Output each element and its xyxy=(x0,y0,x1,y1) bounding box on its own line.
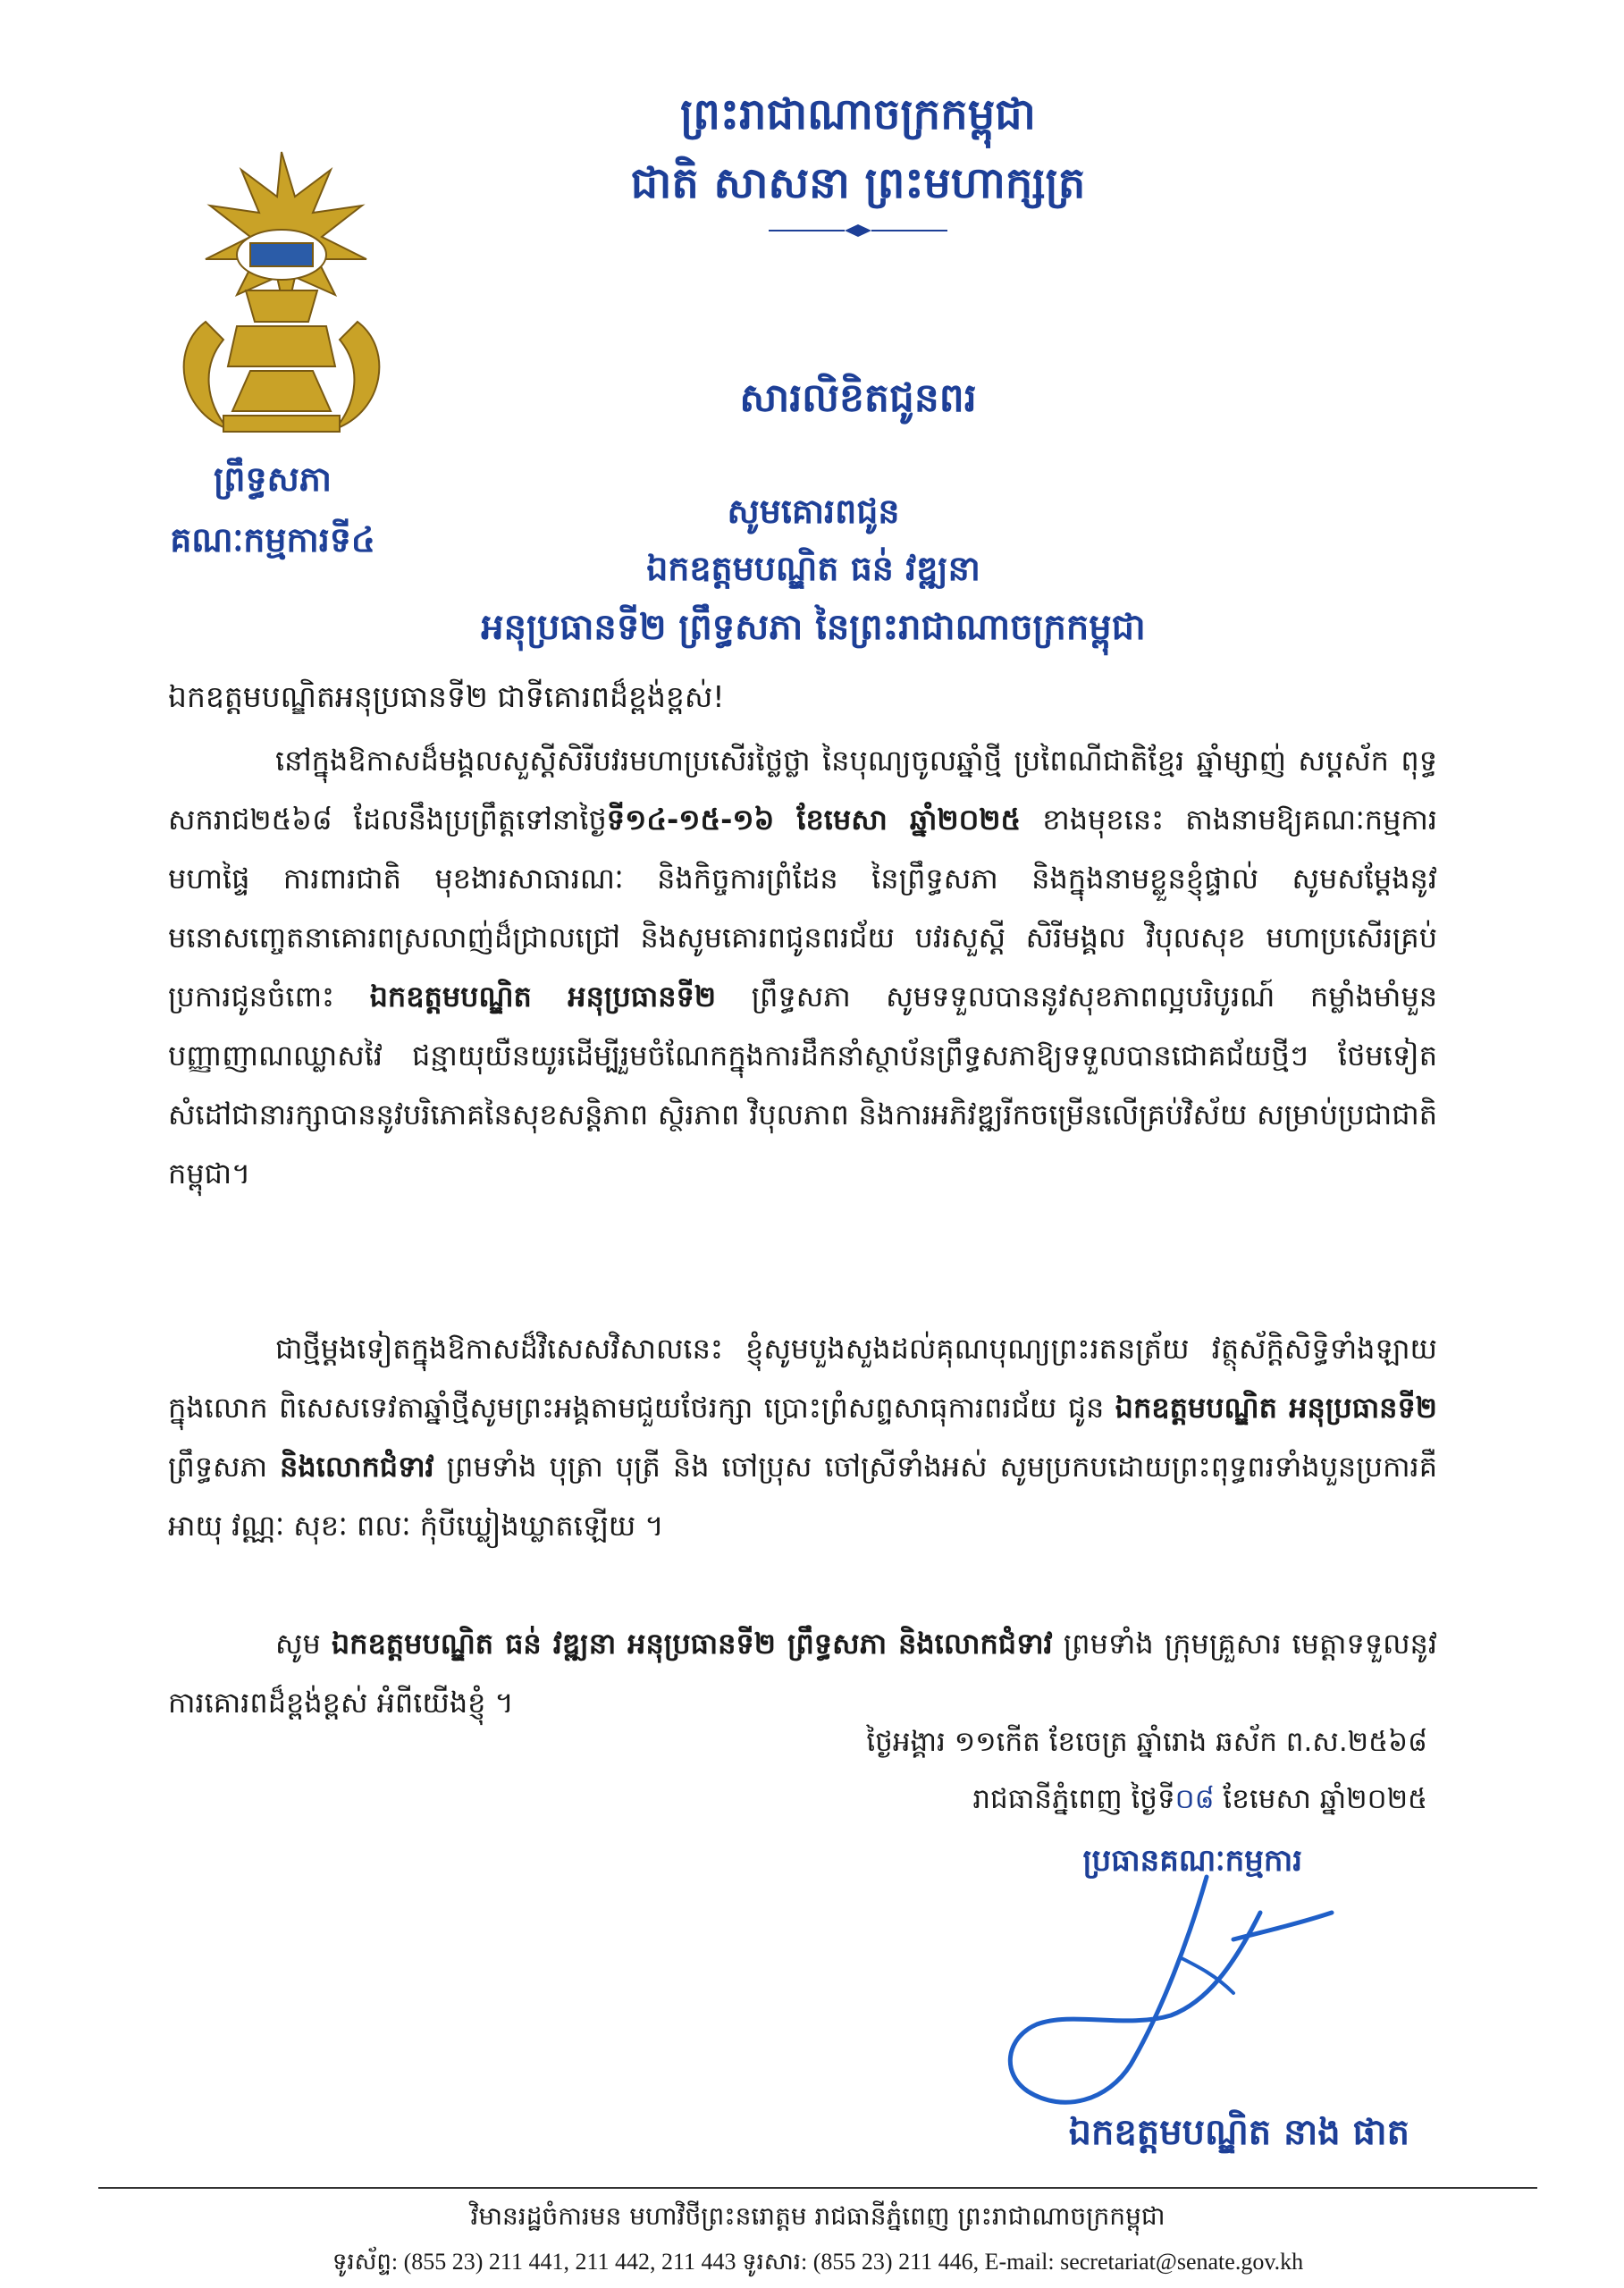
document-title: សារលិខិតជូនពរ xyxy=(739,375,977,421)
senate-emblem-icon xyxy=(152,143,411,447)
senate-label: ព្រឹទ្ធសភា xyxy=(214,459,332,499)
p3-text-b: ព្រមទាំង ក្រុមគ្រួសារ មេត្តាទទួលនូវការគោរពដ៏ខ្ពង់ខ្ពស់ អំពីយើងខ្ញុំ ។ xyxy=(168,1627,1437,1720)
p2-text-c: ព្រមទាំង បុត្រា បុត្រី និង ចៅប្រុស ចៅស្រីទាំងអស់ សូមប្រកបដោយព្រះពុទ្ធពរទាំងបួនប្រការគឺ អាយុ វណ្ណៈ សុខៈ ពលៈ កុំបីឃ្លៀងឃ្លាតឡើយ ។ xyxy=(168,1450,1438,1543)
signer-title: ប្រធានគណៈកម្មការ xyxy=(1082,1843,1302,1879)
p2-honoree: ឯកឧត្តមបណ្ឌិត អនុប្រធានទី២ xyxy=(1115,1391,1438,1425)
p3-honoree: ឯកឧត្តមបណ្ឌិត ធន់ វឌ្ឍនា អនុប្រធានទី២ ព្រឹទ្ធសភា និងលោកជំទាវ xyxy=(331,1627,1053,1661)
body-paragraph-3 xyxy=(168,1614,1437,1732)
p1-text-b: ខាងមុខនេះ តាងនាមឱ្យគណៈកម្មការមហាផ្ទៃ ការពារជាតិ មុខងារសាធារណៈ និងកិច្ចការព្រំដែន នៃព្រឹទ្ធសភា និងក្នុងនាមខ្លួនខ្ញុំផ្ទាល់ សូមសម្តែងនូវមនោសញ្ចេតនាគោរពស្រលាញ់ដ៏ជ្រាលជ្រៅ និងសូមគោរពជូនពរជ័យ បវរសួស្តី សិរីមង្គល វិបុលសុខ មហាប្រសើរគ្រប់ប្រការជូនចំពោះ xyxy=(168,803,1438,1014)
recipient-name: ឯកឧត្តមបណ្ឌិត ធន់ វឌ្ឍនា xyxy=(646,549,980,588)
recipient-salutation: សូមគោរពជូន xyxy=(727,492,900,531)
p1-date: ទី១៤-១៥-១៦ ខែមេសា ឆ្នាំ២០២៥ xyxy=(606,803,1022,837)
signature-icon xyxy=(965,1859,1341,2118)
divider-ornament-icon xyxy=(764,222,952,240)
solar-date-suffix: ខែមេសា ឆ្នាំ២០២៥ xyxy=(1214,1783,1427,1815)
solar-date-prefix: រាជធានីភ្នំពេញ ថ្ងៃទី xyxy=(972,1783,1175,1815)
p3-text-a: សូម xyxy=(275,1627,332,1661)
national-motto: ជាតិ សាសនា ព្រះមហាក្សត្រ xyxy=(630,158,1086,208)
greeting: ឯកឧត្តមបណ្ឌិតអនុប្រធានទី២ ជាទីគោរពដ៏ខ្ពង់ខ្ពស់! xyxy=(168,679,725,714)
p2-text-a: ជាថ្មីម្តងទៀតក្នុងឱកាសដ៏វិសេសវិសាលនេះ ខ្ញុំសូមបួងសួងដល់គុណបុណ្យព្រះរតនត្រ័យ វត្ថុស័ក្តិសិទ្ធិទាំងឡាយក្នុងលោក ពិសេសទេវតាឆ្នាំថ្មីសូមព្រះអង្គតាមជួយថែរក្សា ប្រោះព្រំសព្ទសាធុការពរជ័យ ជូន xyxy=(168,1332,1437,1425)
solar-date xyxy=(972,1782,1427,1822)
body-paragraph-2 xyxy=(168,1319,1437,1555)
p2-text-b: ព្រឹទ្ធសភា xyxy=(168,1450,281,1484)
footer-contact: ទូរស័ព្ទ: (855 23) 211 441, 211 442, 211 443 ទូរសារ: (855 23) 211 446, E-mail: secretariat@senate.gov.kh xyxy=(332,2249,1304,2275)
footer-divider xyxy=(98,2187,1537,2189)
body-paragraph-1 xyxy=(168,731,1437,1203)
lunar-date: ថ្ងៃអង្គារ ១១កើត ខែចេត្រ ឆ្នាំរោង ឆស័ក ព.ស.២៥៦៨ xyxy=(866,1726,1427,1758)
recipient-position: អនុប្រធានទី២ ព្រឹទ្ធសភា នៃព្រះរាជាណាចក្រកម្ពុជា xyxy=(481,607,1146,648)
solar-date-day: ០៨ xyxy=(1174,1783,1215,1815)
p1-honoree: ឯកឧត្តមបណ្ឌិត អនុប្រធានទី២ xyxy=(369,980,717,1014)
p1-text-c: ព្រឹទ្ធសភា សូមទទួលបាននូវសុខភាពល្អបរិបូរណ៍ កម្លាំងមាំមួន បញ្ញាញាណឈ្លាសវៃ ជន្មាយុយឺនយូរដើម្បីរួមចំណែកក្នុងការដឹកនាំស្ថាប័នព្រឹទ្ធសភាឱ្យទទួលបានជោគជ័យថ្មីៗ ថែមទៀត សំដៅជានារក្សាបាននូវបរិភោគនៃសុខសន្តិភាព ស្ថិរភាព វិបុលភាព និងការអភិវឌ្ឍរីកចម្រើនលើគ្រប់វិស័យ សម្រាប់ប្រជាជាតិកម្ពុជា។ xyxy=(168,980,1438,1190)
signer-name: ឯកឧត្តមបណ្ឌិត នាង ផាត xyxy=(1068,2112,1409,2153)
committee-label: គណៈកម្មការទី៤ xyxy=(170,520,375,559)
p1-text-a: នៅក្នុងឱកាសដ៏មង្គលសួស្ដីសិរីបវរមហាប្រសើរថ្លៃថ្លា នៃបុណ្យចូលឆ្នាំថ្មី ប្រពៃណីជាតិខ្មែរ ឆ្នាំម្សាញ់ សប្តស័ក ពុទ្ធសករាជ២៥៦៨ ដែលនឹងប្រព្រឹត្តទៅនាថ្ងៃ xyxy=(168,744,1437,837)
kingdom-title: ព្រះរាជាណាចក្រកម្ពុជា xyxy=(680,89,1036,139)
footer-address: វិមានរដ្ឋចំការមន មហាវិថីព្រះនរោត្តម រាជធានីភ្នំពេញ ព្រះរាជាណាចក្រកម្ពុជា xyxy=(470,2201,1165,2231)
p2-spouse: និងលោកជំទាវ xyxy=(280,1450,434,1484)
